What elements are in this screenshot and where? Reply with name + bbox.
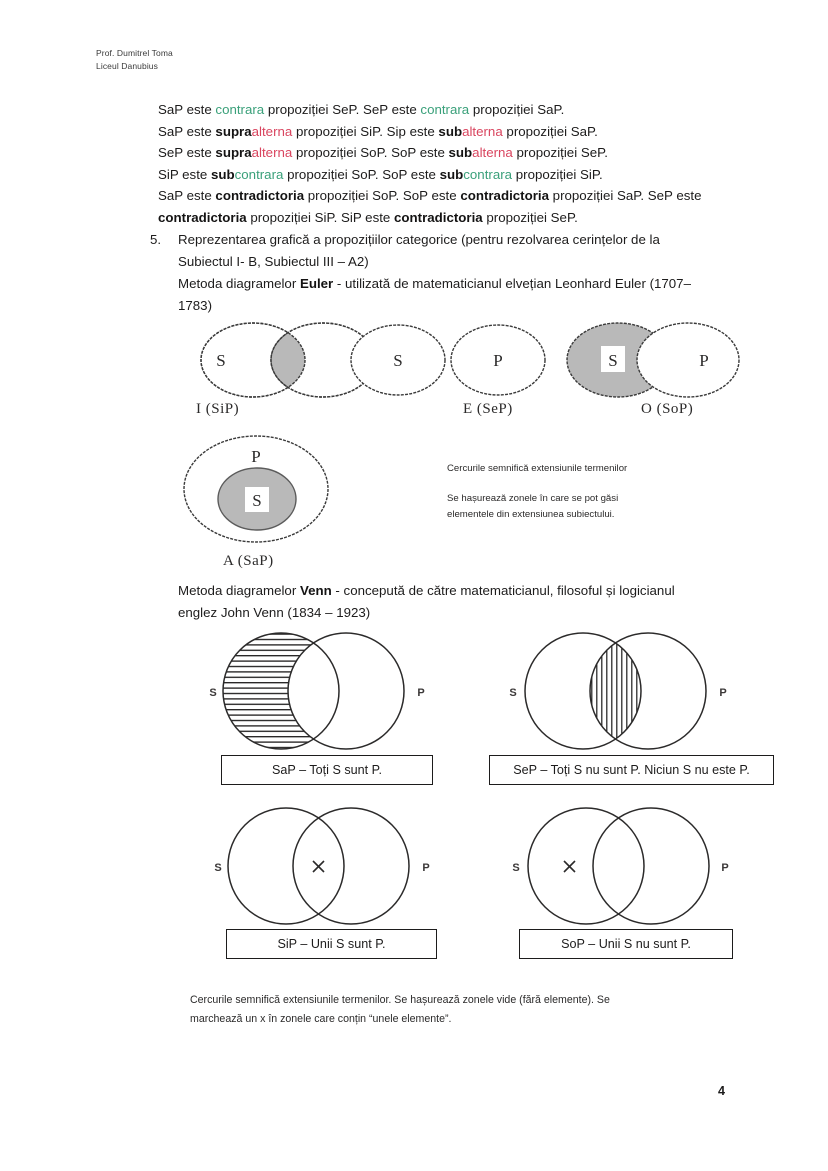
euler-caption-O: O (SoP)	[641, 401, 694, 417]
text-run-red: alterna	[251, 145, 293, 160]
euler-note-line-1: Cercurile semnifică extensiunile termenilor	[447, 463, 628, 474]
venn-explanatory-note	[190, 991, 750, 1028]
text-run-bold: Venn	[299, 583, 332, 598]
euler-note-line-2	[447, 491, 707, 523]
euler-intro-cont: 1783)	[178, 298, 213, 313]
euler-I-label-S: S	[216, 351, 226, 370]
text-run-bold: sub	[439, 166, 464, 182]
venn-SiP-label-S: S	[214, 862, 222, 874]
euler-A-svg	[178, 432, 348, 547]
text-run: SaP este	[158, 102, 216, 117]
text-run-green: contrara	[234, 166, 284, 182]
venn-caption-box-SeP: SeP – Toți S nu sunt P. Niciun S nu este P.	[489, 755, 774, 785]
text-run-bold: contradictoria	[394, 209, 483, 225]
list-item-5	[150, 229, 750, 317]
venn-SeP-label-P: P	[719, 687, 727, 699]
euler-O-label-P: P	[699, 351, 709, 370]
euler-diagram-row	[170, 313, 750, 408]
relations-paragraphs	[158, 99, 768, 228]
euler-E-label-P: P	[493, 351, 503, 370]
euler-caption-E: E (SeP)	[463, 401, 513, 417]
text-run-bold: sub	[438, 123, 463, 139]
venn-SiP-label-P: P	[422, 862, 430, 874]
venn-diagram-SiP	[214, 808, 429, 924]
venn-grid-svg	[196, 628, 796, 958]
venn-caption-box-SoP: SoP – Unii S nu sunt P.	[519, 929, 733, 959]
euler-A-label-P: P	[251, 447, 261, 466]
venn-diagram-SoP	[512, 808, 728, 924]
list-line-2: Subiectul I- B, Subiectul III – A2)	[178, 254, 369, 269]
text-run: SaP este	[158, 123, 216, 139]
euler-O-label-S: S	[608, 351, 618, 370]
text-run: SaP este	[158, 188, 216, 203]
text-run-bold: supra	[215, 145, 252, 160]
text-run: propoziției SiP. Sip este	[292, 123, 439, 139]
text-run: propoziției SeP. SeP este	[264, 102, 421, 117]
text-run-red: alterna	[251, 123, 293, 139]
euler-diagram-E	[351, 325, 545, 395]
text-run: propoziției SaP.	[502, 123, 598, 139]
header-school: Liceul Danubius	[96, 61, 158, 71]
relation-line-2	[158, 121, 768, 143]
bottom-note-line-2: marchează un x în zonele care conțin “unele elemente”.	[190, 1012, 452, 1025]
euler-intro	[178, 273, 750, 295]
text-run: propoziției SoP. SoP este	[283, 166, 440, 182]
venn-SoP-x-mark	[564, 861, 575, 872]
text-run: Se hașurează zonele în care se pot găsi	[447, 493, 619, 504]
euler-caption-A: A (SaP)	[223, 553, 274, 569]
text-run-bold: Euler	[299, 276, 334, 291]
text-run-bold: sub	[210, 166, 235, 182]
text-run-bold: contradictoria	[215, 188, 305, 203]
bottom-note-line-1: Cercurile semnifică extensiunile termenilor. Se hașurează zonele vide (fără elemente). Se	[190, 994, 610, 1006]
header-author: Prof. Dumitrel Toma	[96, 48, 173, 58]
relation-line-3	[158, 142, 768, 164]
list-body	[178, 229, 750, 317]
venn-SeP-label-S: S	[509, 687, 517, 699]
venn-diagram-grid	[196, 628, 796, 958]
euler-diagram-O	[567, 323, 739, 397]
text-run: SeP este	[158, 145, 216, 160]
text-run: propoziției SiP. SiP este	[246, 209, 395, 225]
list-number: 5.	[150, 232, 162, 247]
euler-diagram-A	[178, 432, 348, 547]
venn-SoP-label-S: S	[512, 862, 520, 874]
euler-explanatory-note	[447, 461, 707, 537]
text-run: propoziției SoP. SoP este	[304, 188, 461, 203]
text-run-green: contrara	[463, 166, 513, 182]
text-run: propoziției SaP. SeP este	[548, 188, 702, 203]
venn-SiP-x-mark	[313, 861, 324, 872]
page-number: 4	[718, 1084, 726, 1098]
text-run: propoziției SiP.	[512, 166, 603, 182]
text-run-green: contrara	[420, 102, 470, 117]
text-run: propoziției SeP.	[482, 209, 578, 225]
text-run-bold: contradictoria	[460, 188, 549, 203]
text-run-bold: contradictoria	[158, 209, 247, 225]
venn-SoP-label-P: P	[721, 862, 729, 874]
text-run: SiP este	[158, 166, 211, 182]
venn-diagram-SaP	[209, 628, 424, 768]
relation-line-5	[158, 185, 768, 228]
text-run: Metoda diagramelor	[178, 583, 300, 598]
venn-caption-box-SiP: SiP – Unii S sunt P.	[226, 929, 437, 959]
text-run: Metoda diagramelor	[178, 276, 300, 291]
venn-SaP-label-S: S	[209, 687, 217, 699]
venn-intro-text	[178, 580, 738, 624]
text-run: - concepută de către matematicianul, filosoful și logicianul	[331, 583, 675, 598]
text-run: elementele din extensiunea subiectului.	[447, 509, 615, 520]
text-run-bold: supra	[215, 123, 252, 139]
text-run-bold: sub	[448, 145, 473, 160]
text-run: propoziției SoP. SoP este	[292, 145, 449, 160]
relation-line-1	[158, 99, 768, 121]
euler-caption-I: I (SiP)	[196, 401, 240, 417]
euler-diagram-I	[201, 323, 375, 397]
text-run: englez John Venn (1834 – 1923)	[178, 605, 371, 620]
relation-line-4	[158, 164, 768, 186]
text-run-green: contrara	[215, 102, 265, 117]
text-run: - utilizată de matematicianul elvețian Leonhard Euler (1707–	[333, 276, 691, 291]
text-run-red: alterna	[462, 123, 503, 139]
document-header	[96, 47, 173, 73]
list-line-1: Reprezentarea grafică a propozițiilor categorice (pentru rezolvarea cerințelor de la	[178, 232, 660, 247]
euler-row-svg	[170, 313, 750, 408]
text-run: propoziției SeP.	[512, 145, 608, 160]
euler-E-label-S: S	[393, 351, 403, 370]
venn-caption-box-SaP: SaP – Toți S sunt P.	[221, 755, 433, 785]
text-run: propoziției SaP.	[469, 102, 565, 117]
text-run-red: alterna	[472, 145, 513, 160]
venn-SaP-label-P: P	[417, 687, 425, 699]
venn-diagram-SeP	[509, 628, 726, 768]
euler-A-label-S: S	[252, 491, 262, 510]
